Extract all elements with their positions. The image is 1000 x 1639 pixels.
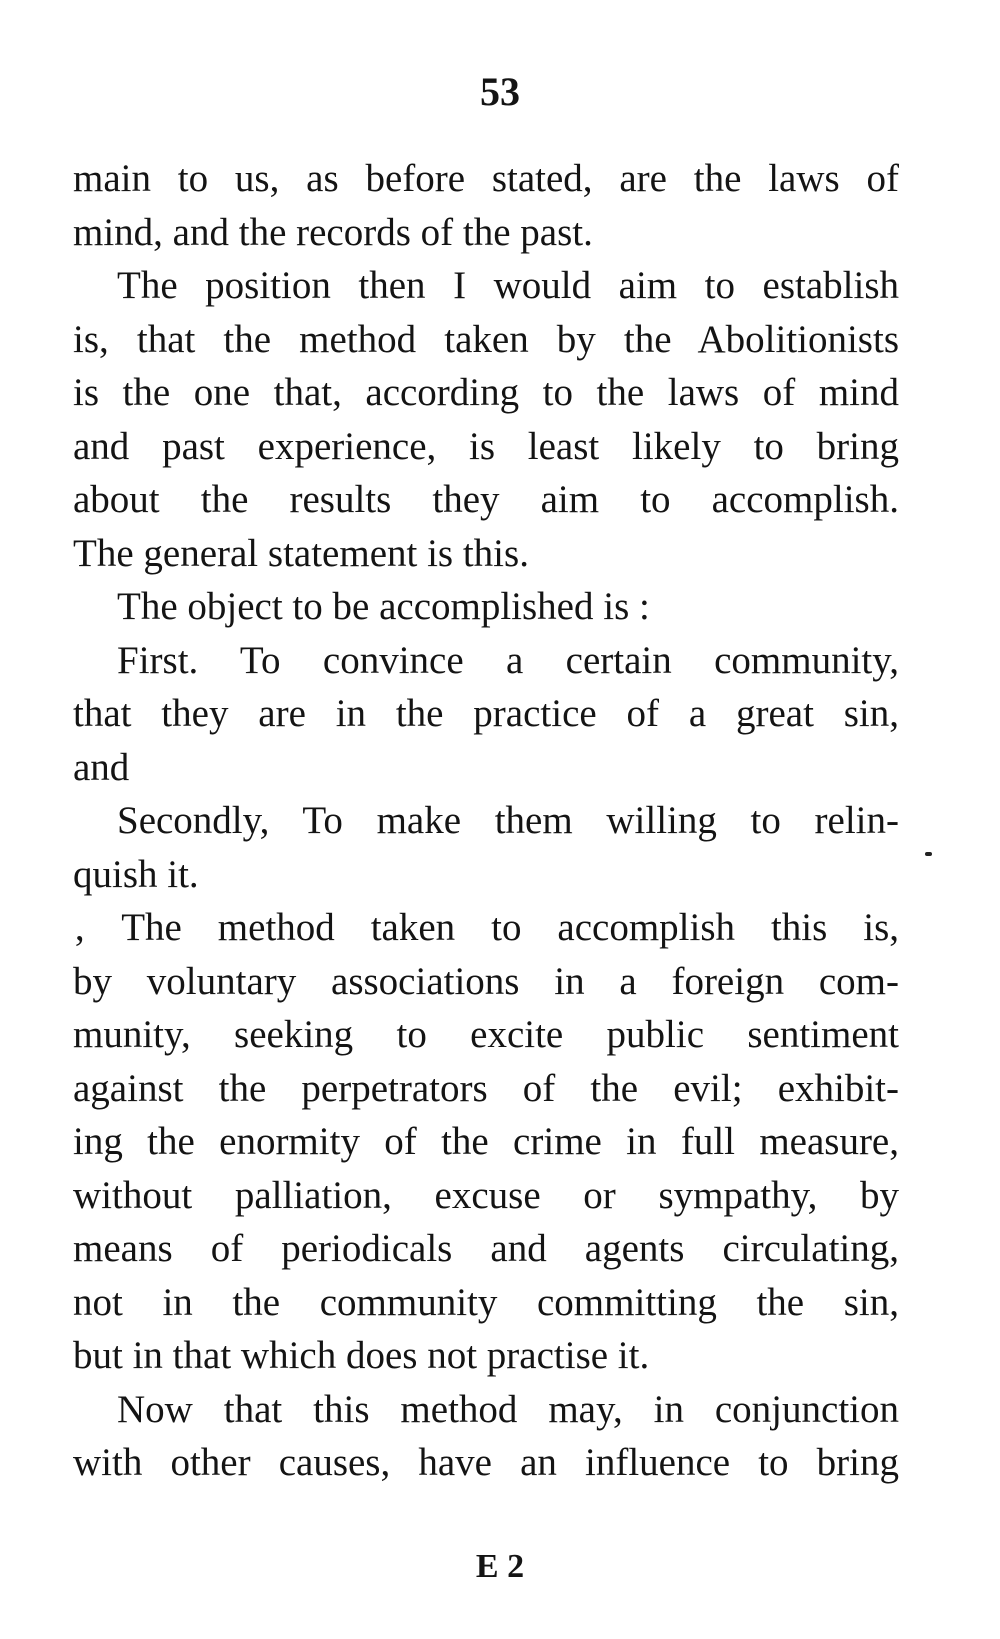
text-line: that they are in the practice of a great sin, — [73, 692, 899, 735]
text-line: and — [73, 745, 130, 789]
text-line: Now that this method may, in conjunction — [117, 1387, 899, 1431]
text-line: The object to be accomplished is : — [117, 585, 650, 628]
page-number: 53 — [480, 69, 520, 114]
text-line: main to us, as before stated, are the laws of — [73, 157, 899, 200]
text-line: The position then I would aim to establish — [117, 264, 899, 307]
text-line: and past experience, is least likely to bring — [73, 424, 899, 468]
text-line: means of periodicals and agents circulating, — [73, 1227, 899, 1270]
text-line: Secondly, To make them willing to relin- — [117, 799, 899, 842]
stray-mark — [925, 852, 932, 856]
text-line: mind, and the records of the past. — [73, 210, 593, 254]
text-line: First. To convince a certain community, — [117, 638, 899, 682]
text-line: quish it. — [73, 852, 199, 896]
text-line: ing the enormity of the crime in full measure, — [73, 1120, 899, 1163]
text-line: ‚ The method taken to accomplish this is, — [73, 906, 899, 949]
text-line: The general statement is this. — [73, 531, 529, 575]
text-line: but in that which does not practise it. — [73, 1334, 650, 1377]
text-line: munity, seeking to excite public sentiment — [73, 1013, 899, 1056]
text-line: is the one that, according to the laws of mind — [73, 371, 899, 414]
signature-mark: E 2 — [475, 1548, 525, 1585]
text-line: with other causes, have an influence to bring — [73, 1441, 899, 1484]
text-line: against the perpetrators of the evil; exhibit- — [73, 1066, 899, 1110]
text-line: by voluntary associations in a foreign com- — [73, 959, 899, 1003]
text-line: is, that the method taken by the Abolitionists — [73, 317, 899, 361]
text-line: about the results they aim to accomplish. — [73, 478, 899, 521]
text-block — [73, 152, 899, 1490]
text-line: not in the community committing the sin, — [73, 1280, 899, 1324]
text-line: without palliation, excuse or sympathy, by — [73, 1173, 899, 1217]
